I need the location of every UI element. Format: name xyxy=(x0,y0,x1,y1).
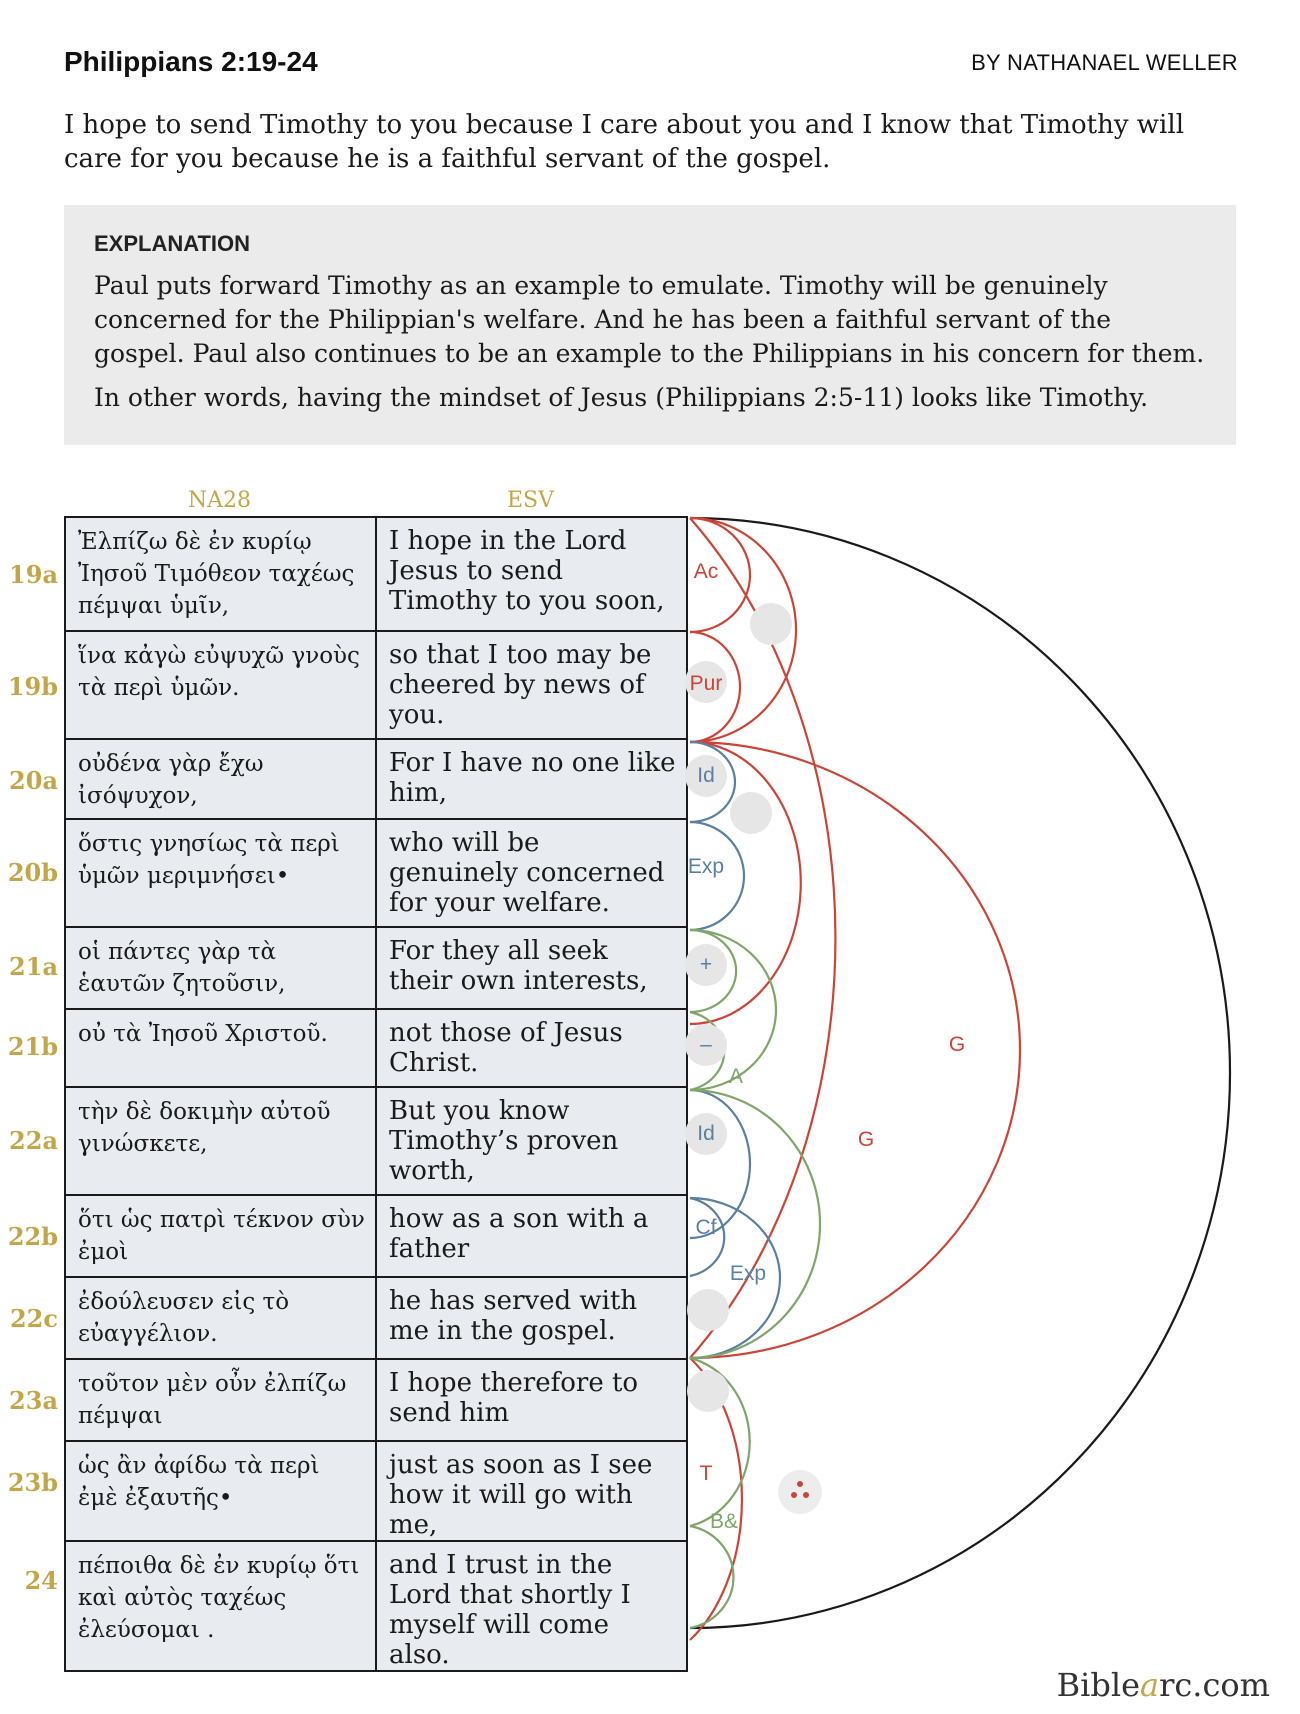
label-g: G xyxy=(857,1128,875,1151)
node-dot xyxy=(687,1370,729,1412)
label-plus: + xyxy=(699,953,713,976)
outer-arc xyxy=(687,518,1230,1628)
greek-text: οὐδένα γὰρ ἔχω ἰσόψυχον, xyxy=(65,739,376,819)
red-dot-icon xyxy=(791,1492,797,1498)
label-cf: Cf xyxy=(695,1216,717,1239)
label-t: T xyxy=(699,1462,713,1485)
node-dot xyxy=(687,1289,729,1331)
verse-number: 23b xyxy=(7,1468,58,1497)
red-dot-icon xyxy=(803,1492,809,1498)
label-minus: – xyxy=(700,1033,712,1056)
verse-number: 21a xyxy=(9,952,58,981)
node-dot xyxy=(730,792,772,834)
esv-text: how as a son with a father xyxy=(376,1195,687,1277)
esv-text: I hope in the Lord Jesus to send Timothy to you soon, xyxy=(376,517,687,631)
label-a: A xyxy=(728,1065,744,1088)
esv-text: not those of Jesus Christ. xyxy=(376,1009,687,1087)
verse-number: 24 xyxy=(24,1566,58,1595)
greek-text: ἐδούλευσεν εἰς τὸ εὐαγγέλιον. xyxy=(65,1277,376,1359)
esv-text: just as soon as I see how it will go with me, xyxy=(376,1441,687,1541)
node-dot xyxy=(750,603,792,645)
greek-text: τοῦτον μὲν οὖν ἐλπίζω πέμψαι xyxy=(65,1359,376,1441)
verse-number: 20a xyxy=(9,766,58,795)
greek-text: πέποιθα δὲ ἐν κυρίῳ ὅτι καὶ αὐτὸς ταχέως ἐλεύσομαι . xyxy=(65,1541,376,1671)
esv-text: and I trust in the Lord that shortly I myself will come also. xyxy=(376,1541,687,1671)
label-g: G xyxy=(948,1033,966,1056)
explanation-heading: EXPLANATION xyxy=(94,231,251,256)
verse-number: 22a xyxy=(9,1126,58,1155)
esv-text: he has served with me in the gospel. xyxy=(376,1277,687,1359)
page-title: Philippians 2:19-24 xyxy=(64,46,318,77)
verse-number: 22b xyxy=(7,1222,58,1251)
explanation-paragraph: Paul puts forward Timothy as an example to emulate. Timothy will be genuinely concerned for the Philippian's welfare. And he has been a faithful servant of the gospel. Paul also continues to be an example to the Philippians in his concern for them. xyxy=(94,271,1205,368)
label-exp: Exp xyxy=(687,855,725,878)
column-header-greek: NA28 xyxy=(187,488,252,513)
verse-number: 22c xyxy=(9,1304,58,1333)
label-id: Id xyxy=(697,1122,715,1145)
greek-text: οὐ τὰ Ἰησοῦ Χριστοῦ. xyxy=(65,1009,376,1087)
highlight-node[interactable] xyxy=(778,1470,822,1514)
label-exp: Exp xyxy=(729,1262,767,1285)
verse-number: 21b xyxy=(7,1032,58,1061)
label-b: B& xyxy=(709,1510,739,1533)
verse-number: 19a xyxy=(9,560,58,589)
verse-number: 19b xyxy=(7,672,58,701)
explanation-paragraph: In other words, having the mindset of Jesus (Philippians 2:5-11) looks like Timothy. xyxy=(94,383,1149,412)
greek-text: ὅτι ὡς πατρὶ τέκνον σὺν ἐμοὶ xyxy=(65,1195,376,1277)
esv-text: For I have no one like him, xyxy=(376,739,687,819)
greek-text: ὡς ἂν ἀφίδω τὰ περὶ ἐμὲ ἐξαυτῆς• xyxy=(65,1441,376,1541)
red-dot-icon xyxy=(797,1481,803,1487)
esv-text: I hope therefore to send him xyxy=(376,1359,687,1441)
label-id: Id xyxy=(697,764,715,787)
verse-number: 20b xyxy=(7,858,58,887)
biblearc-logo: Biblearc.com xyxy=(1056,1666,1270,1704)
author-byline: BY NATHANAEL WELLER xyxy=(971,50,1238,75)
verse-number: 23a xyxy=(9,1386,58,1415)
esv-text: For they all seek their own interests, xyxy=(376,927,687,1009)
greek-text: ἵνα κἀγὼ εὐψυχῶ γνοὺς τὰ περὶ ὑμῶν. xyxy=(65,631,376,739)
greek-text: ὅστις γνησίως τὰ περὶ ὑμῶν μεριμνήσει• xyxy=(65,819,376,927)
summary-text: I hope to send Timothy to you because I care about you and I know that Timothy will care for you because he is a faithful servant of the gospel. xyxy=(64,110,1185,174)
greek-text: τὴν δὲ δοκιμὴν αὐτοῦ γινώσκετε, xyxy=(65,1087,376,1195)
label-pur: Pur xyxy=(689,672,723,695)
esv-text: so that I too may be cheered by news of you. xyxy=(376,631,687,739)
greek-text: οἱ πάντες γὰρ τὰ ἑαυτῶν ζητοῦσιν, xyxy=(65,927,376,1009)
column-header-esv: ESV xyxy=(506,488,555,513)
esv-text: But you know Timothy’s proven worth, xyxy=(376,1087,687,1195)
label-ac: Ac xyxy=(693,560,719,583)
esv-text: who will be genuinely concerned for your welfare. xyxy=(376,819,687,927)
greek-text: Ἐλπίζω δὲ ἐν κυρίῳ Ἰησοῦ Τιμόθεον ταχέως πέμψαι ὑμῖν, xyxy=(65,517,376,631)
